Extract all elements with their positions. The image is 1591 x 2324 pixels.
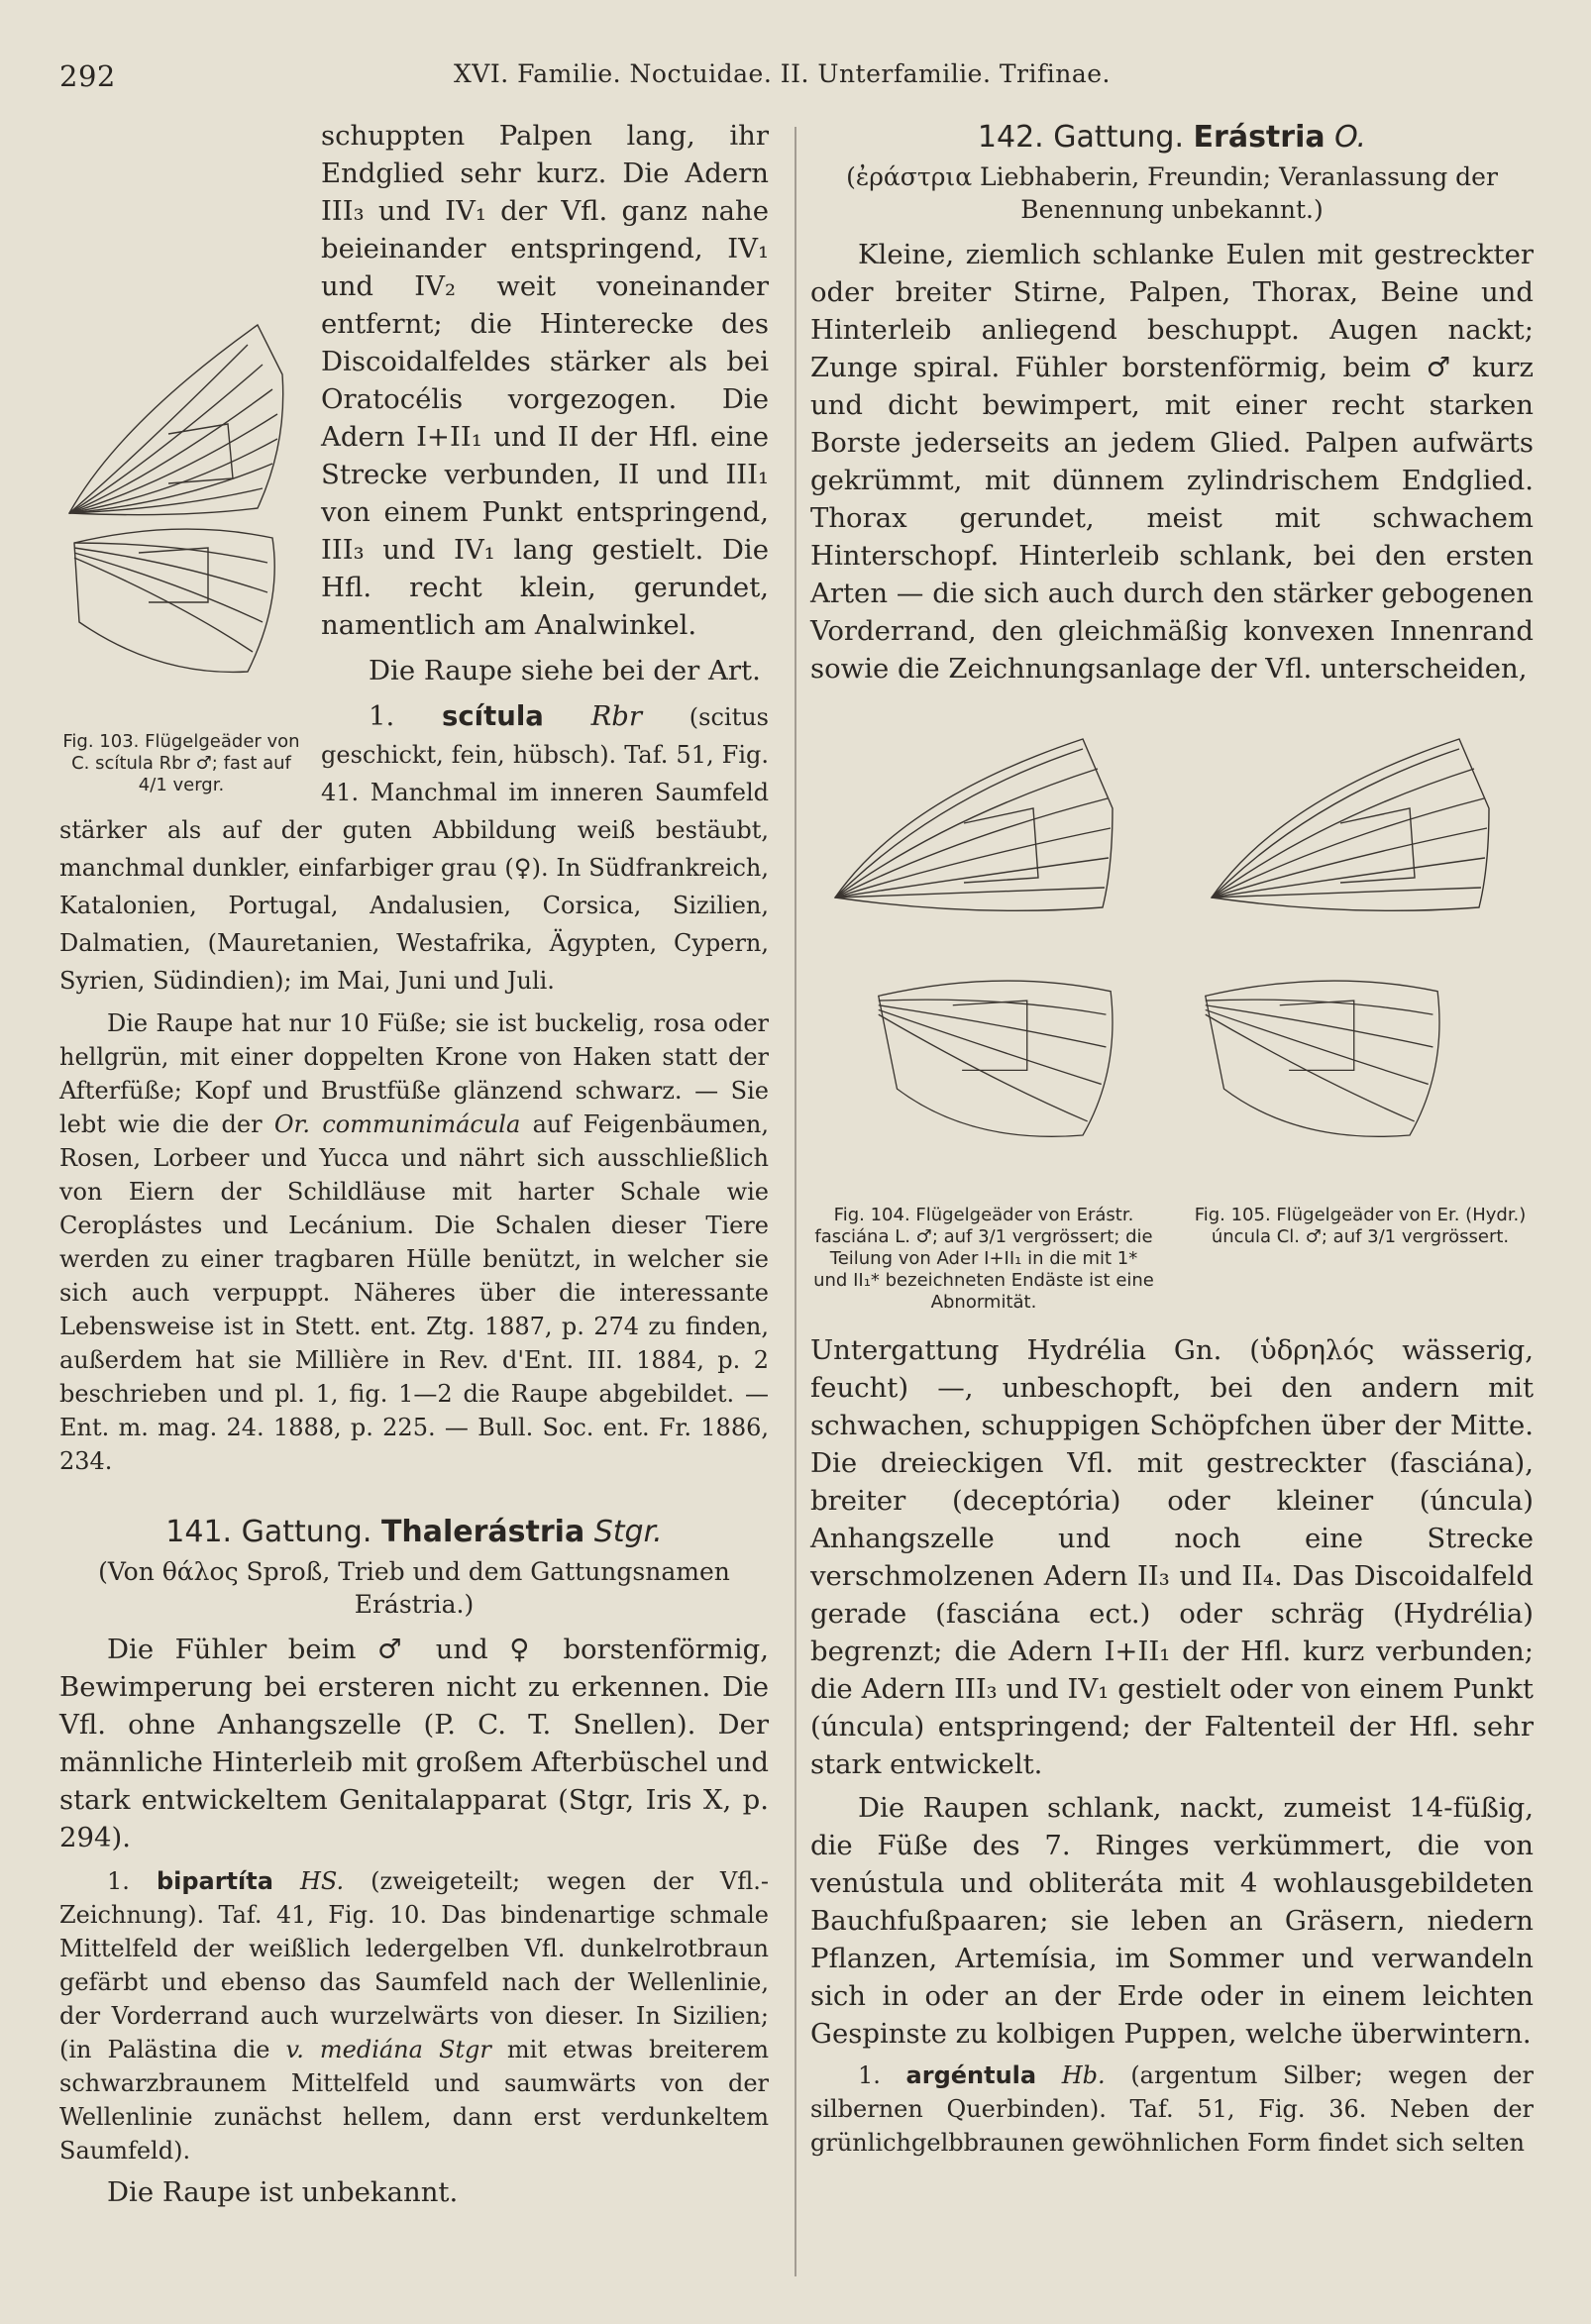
figure-103-caption: Fig. 103. Flügelgeäder von C. scítula Rbr ♂; fast auf 4/1 vergr. — [62, 731, 300, 795]
page-number: 292 — [59, 59, 116, 93]
paragraph: Die Raupe ist unbekannt. — [107, 2176, 459, 2208]
running-header — [59, 52, 1536, 91]
figure-105-hindwing — [1187, 952, 1484, 1170]
figure-104-hindwing — [860, 952, 1157, 1170]
species-description: mit etwas breiterem schwarzbraunem Mittelfeld und saumwärts von der Wellenlinie zunächst hellem, dann erst verdunkeltem Saumfeld). — [59, 2036, 769, 2165]
species-description: (argentum Silber; wegen der silbernen Querbinden). Taf. 51, Fig. 36. Neben der grünlichgelbbraunen gewöhnlichen Form findet sich selten — [810, 2061, 1534, 2157]
genus-heading — [810, 119, 1534, 157]
figure-captions — [810, 1205, 1534, 1314]
figure-104-forewing — [810, 709, 1137, 937]
wing-venation-drawing — [59, 305, 303, 721]
species-entry — [59, 1864, 769, 2167]
paragraph: schuppten Palpen lang, ihr Endglied sehr kurz. Die Adern III₃ und IV₁ der Vfl. ganz nahe beieinander entspringend, IV₁ und IV₂ weit voneinander entfernt; die Hinterecke des Discoidalfeldes stärker als bei Oratocélis vorgezogen. Die Adern I+II₁ und II der Hfl. eine Strecke verbunden, II und III₁ von einem Punkt entspringend, III₃ und IV₁ lang gestielt. Die Hfl. recht klein, gerundet, namentlich am Analwinkel. — [321, 120, 769, 641]
species-name: scítula — [442, 700, 544, 732]
column-divider — [795, 127, 796, 2276]
running-title: XVI. Familie. Noctuidae. II. Unterfamilie. Trifinae. — [454, 59, 1111, 88]
paragraph: Die Fühler beim ♂ und ♀ borstenförmig, Bewimperung bei ersteren nicht zu erkennen. Die Vfl. ohne Anhangszelle (P. C. T. Snellen). Der männliche Hinterleib mit großem Afterbüschel und stark entwickeltem Genitalapparat (Stgr, Iris X, p. 294). — [59, 1634, 769, 1853]
genus-number: 142. Gattung. — [977, 120, 1184, 155]
genus-author: Stgr. — [593, 1515, 663, 1549]
genus-name: Erástria — [1193, 120, 1326, 155]
paragraph — [59, 1006, 769, 1478]
figure-104-caption: Fig. 104. Flügelgeäder von Erástr. fasciána L. ♂; auf 3/1 vergrössert; die Teilung von Ader I+II₁ in die mit 1* und II₁* bezeichneten Endäste ist eine Abnormität. — [813, 1205, 1154, 1313]
genus-etymology: (ἐράστρια Liebhaberin, Freundin; Veranlassung der Benennung unbekannt.) — [846, 162, 1498, 224]
species-author: HS. — [299, 1867, 345, 1895]
species-description: (zweigeteilt; wegen der Vfl.-Zeichnung). Taf. 41, Fig. 10. Das bindenartige schmale Mittelfeld der weißlich ledergelben Vfl. dunkelrotbraun gefärbt und ebenso das Saumfeld nach der Wellenlinie, der Vorderrand auch wurzelwärts von dieser. In Sizilien; (in Palästina die — [59, 1867, 770, 2063]
right-column — [810, 111, 1534, 2160]
figure-105-caption: Fig. 105. Flügelgeäder von Er. (Hydr.) úncula Cl. ♂; auf 3/1 vergrössert. — [1194, 1205, 1527, 1247]
paragraph-text: Die Raupe hat nur 10 Füße; sie ist buckelig, rosa oder hellgrün, mit einer doppelten Krone von Haken statt der Afterfüße; Kopf und Brustfüße glänzend schwarz. — Sie lebt wie die der — [59, 1009, 769, 1138]
genus-author: O. — [1334, 120, 1367, 155]
left-column — [59, 117, 769, 2211]
variety-name: v. mediána Stgr — [285, 2036, 491, 2063]
paragraph: Untergattung Hydrélia Gn. (ὑδρηλός wässerig, feucht) —, unbeschopft, bei den andern mit schwachen, schuppigen Schöpfchen über der Mitte. Die dreieckigen Vfl. mit gestreckter (fasciána), breiter (deceptória) oder kleiner (úncula) Anhangszelle und noch eine Strecke verschmolzenen Adern II₃ und II₄. Das Discoidalfeld gerade (fasciána ect.) oder schräg (Hydrélia) begrenzt; die Adern I+II₁ der Hfl. kurz verbunden; die Adern III₃ und IV₁ gestielt oder von einem Punkt (úncula) entspringend; der Faltenteil der Hfl. sehr stark entwickelt. — [810, 1334, 1534, 1780]
figure-105-forewing — [1187, 709, 1514, 937]
paragraph: Die Raupe siehe bei der Art. — [369, 655, 761, 687]
genus-name: Thalerástria — [380, 1515, 585, 1549]
genus-heading — [59, 1514, 769, 1551]
paragraph: Die Raupen schlank, nackt, zumeist 14-füßig, die Füße des 7. Ringes verkümmert, die von venústula und obliteráta mit 4 wohlausgebildeten Bauchfußpaaren; sie leben an Gräsern, niedern Pflanzen, Artemísia, im Sommer und verwandeln sich in oder an der Erde oder in einem leichten Gespinste zu kolbigen Puppen, welche überwintern. — [810, 1792, 1534, 2050]
species-name: argéntula — [905, 2061, 1037, 2089]
genus-etymology: (Von θάλος Sproß, Trieb und dem Gattungsnamen Erástria.) — [98, 1557, 730, 1619]
species-number: 1. — [369, 700, 395, 732]
species-entry — [810, 2059, 1534, 2160]
genus-number: 141. Gattung. — [165, 1515, 372, 1549]
figure-103 — [59, 305, 303, 810]
species-name: bipartíta — [156, 1867, 273, 1895]
species-author: Rbr — [590, 700, 643, 732]
species-author: Hb. — [1061, 2061, 1106, 2089]
species-number: 1. — [107, 1867, 130, 1895]
paragraph: Kleine, ziemlich schlanke Eulen mit gestreckter oder breiter Stirne, Palpen, Thorax, Beine und Hinterleib anliegend beschuppt. Augen nackt; Zunge spiral. Fühler borstenförmig, beim ♂ kurz und dicht bewimpert, mit einer recht starken Borste jederseits an jedem Glied. Palpen aufwärts gekrümmt, mit dünnem zylindrischem Endglied. Thorax gerundet, meist mit schwachem Hinterschopf. Hinterleib schlank, bei den ersten Arten — die sich auch durch den stärker gebogenen Vorderrand, den gleichmäßig konvexen Innenrand sowie die Zeichnungsanlage der Vfl. unterscheiden, — [810, 239, 1534, 685]
species-description: (scitus geschickt, fein, hübsch). Taf. 51, Fig. 41. Manchmal im inneren Saumfeld stärker als auf der guten Abbildung weiß bestäubt, manchmal dunkler, einfarbiger grau (♀). In Südfrankreich, Katalonien, Portugal, Andalusien, Corsica, Sizilien, Dalmatien, (Mauretanien, Westafrika, Ägypten, Cypern, Syrien, Südindien); im Mai, Juni und Juli. — [59, 703, 769, 995]
species-number: 1. — [858, 2061, 881, 2089]
species-reference: Or. communimácula — [273, 1110, 521, 1138]
figures-104-105 — [810, 709, 1534, 1205]
paragraph-text: auf Feigenbäumen, Rosen, Lorbeer und Yucca und nährt sich ausschließlich von Eiern der Schildläuse mit harter Schale wie Ceroplástes und Lecánium. Die Schalen dieser Tiere werden zu einer tragbaren Hülle benützt, in welcher sie sich auch verpuppt. Näheres über die interessante Lebensweise ist in Stett. ent. Ztg. 1887, p. 274 zu finden, außerdem hat sie Millière in Rev. d'Ent. III. 1884, p. 2 beschrieben und pl. 1, fig. 1—2 die Raupe abgebildet. — Ent. m. mag. 24. 1888, p. 225. — Bull. Soc. ent. Fr. 1886, 234. — [59, 1110, 769, 1475]
